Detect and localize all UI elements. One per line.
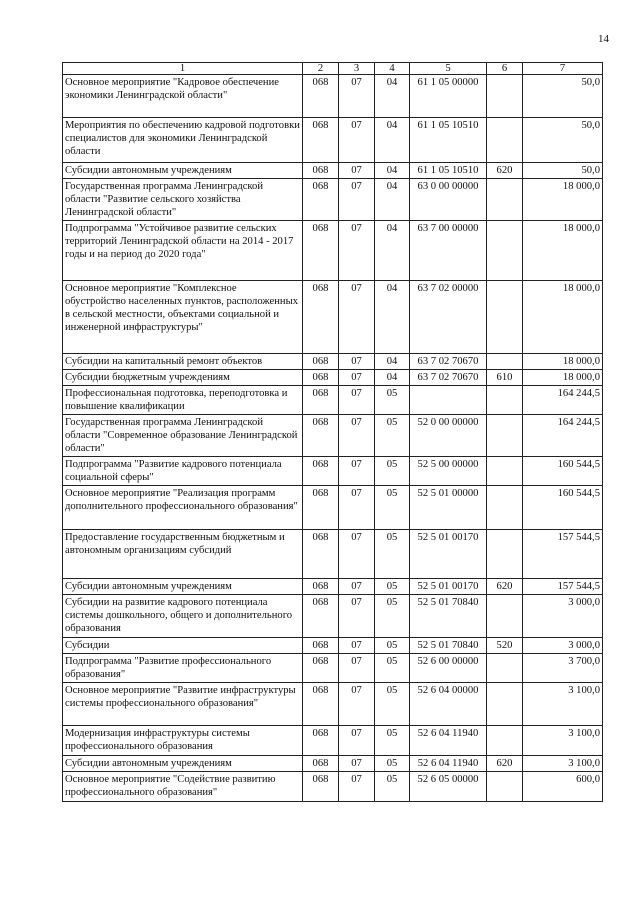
row-value-cell: 07: [339, 756, 375, 772]
table-row: [63, 726, 603, 756]
row-value-cell: 04: [375, 118, 410, 163]
row-value-cell: 63 7 02 00000: [410, 281, 487, 354]
header-cell: 4: [375, 63, 410, 75]
row-value-cell: 068: [303, 638, 339, 654]
row-value-cell: 068: [303, 683, 339, 726]
row-value-cell: 04: [375, 281, 410, 354]
row-value-cell: 3 100,0: [523, 756, 603, 772]
row-value-cell: 068: [303, 386, 339, 415]
row-value-cell: 07: [339, 281, 375, 354]
row-name-cell: Подпрограмма "Устойчивое развитие сельских территорий Ленинградской области на 2014 - 2017 годы и на период до 2020 года": [63, 221, 303, 281]
row-value-cell: 05: [375, 756, 410, 772]
row-value-cell: 520: [487, 638, 523, 654]
row-value-cell: 05: [375, 457, 410, 486]
row-value-cell: 05: [375, 595, 410, 638]
row-name-cell: Модернизация инфраструктуры системы профессионального образования: [63, 726, 303, 756]
row-value-cell: 07: [339, 683, 375, 726]
row-value-cell: 52 6 04 00000: [410, 683, 487, 726]
row-value-cell: 3 100,0: [523, 683, 603, 726]
row-name-cell: Основное мероприятие "Комплексное обустройство населенных пунктов, расположенных в сельской местности, объектами социальной и инженерной инфраструктуры": [63, 281, 303, 354]
row-value-cell: 07: [339, 654, 375, 683]
row-value-cell: 07: [339, 486, 375, 530]
row-name-cell: Субсидии на капитальный ремонт объектов: [63, 354, 303, 370]
row-value-cell: [487, 221, 523, 281]
table-row: [63, 772, 603, 802]
table-row: [63, 281, 603, 354]
row-value-cell: 52 6 00 00000: [410, 654, 487, 683]
row-value-cell: 04: [375, 221, 410, 281]
table-row: [63, 457, 603, 486]
table-row: [63, 756, 603, 772]
row-value-cell: 07: [339, 595, 375, 638]
row-value-cell: 52 5 01 00000: [410, 486, 487, 530]
row-name-cell: Государственная программа Ленинградской области "Современное образование Ленинградской области": [63, 415, 303, 457]
row-value-cell: 50,0: [523, 75, 603, 118]
row-value-cell: 50,0: [523, 118, 603, 163]
row-name-cell: Мероприятия по обеспечению кадровой подготовки специалистов для экономики Ленинградской области: [63, 118, 303, 163]
row-value-cell: 068: [303, 530, 339, 579]
row-value-cell: 18 000,0: [523, 281, 603, 354]
row-value-cell: [487, 415, 523, 457]
row-value-cell: 07: [339, 415, 375, 457]
row-value-cell: 3 000,0: [523, 638, 603, 654]
row-value-cell: 068: [303, 486, 339, 530]
row-value-cell: 52 5 01 00170: [410, 579, 487, 595]
row-value-cell: 05: [375, 386, 410, 415]
row-value-cell: 164 244,5: [523, 386, 603, 415]
row-value-cell: 07: [339, 118, 375, 163]
row-value-cell: 05: [375, 726, 410, 756]
row-value-cell: 068: [303, 457, 339, 486]
row-name-cell: Субсидии автономным учреждениям: [63, 163, 303, 179]
row-value-cell: 160 544,5: [523, 486, 603, 530]
table-row: [63, 595, 603, 638]
table-row: [63, 683, 603, 726]
row-value-cell: 068: [303, 579, 339, 595]
row-value-cell: 164 244,5: [523, 415, 603, 457]
row-value-cell: 068: [303, 354, 339, 370]
row-value-cell: 50,0: [523, 163, 603, 179]
row-value-cell: [487, 654, 523, 683]
row-value-cell: 52 5 01 70840: [410, 638, 487, 654]
row-value-cell: 05: [375, 772, 410, 802]
row-value-cell: 05: [375, 530, 410, 579]
row-value-cell: 52 6 05 00000: [410, 772, 487, 802]
row-value-cell: 05: [375, 579, 410, 595]
row-name-cell: Подпрограмма "Развитие профессионального образования": [63, 654, 303, 683]
row-value-cell: 04: [375, 163, 410, 179]
row-name-cell: Предоставление государственным бюджетным и автономным организациям субсидий: [63, 530, 303, 579]
row-value-cell: 61 1 05 10510: [410, 118, 487, 163]
row-value-cell: [410, 386, 487, 415]
row-value-cell: 068: [303, 595, 339, 638]
row-value-cell: 068: [303, 75, 339, 118]
row-name-cell: Основное мероприятие "Кадровое обеспечение экономики Ленинградской области": [63, 75, 303, 118]
row-value-cell: 18 000,0: [523, 179, 603, 221]
row-value-cell: 068: [303, 221, 339, 281]
row-name-cell: Субсидии: [63, 638, 303, 654]
row-value-cell: 3 700,0: [523, 654, 603, 683]
header-cell: 3: [339, 63, 375, 75]
row-value-cell: 07: [339, 370, 375, 386]
row-value-cell: 068: [303, 654, 339, 683]
header-cell: 5: [410, 63, 487, 75]
header-cell: 7: [523, 63, 603, 75]
row-value-cell: 3 000,0: [523, 595, 603, 638]
table-row: [63, 118, 603, 163]
row-value-cell: 52 5 01 70840: [410, 595, 487, 638]
row-value-cell: 52 0 00 00000: [410, 415, 487, 457]
table-row: [63, 638, 603, 654]
row-value-cell: 600,0: [523, 772, 603, 802]
row-value-cell: [487, 726, 523, 756]
row-value-cell: 18 000,0: [523, 354, 603, 370]
row-name-cell: Субсидии на развитие кадрового потенциала системы дошкольного, общего и дополнительного образования: [63, 595, 303, 638]
table-row: [63, 75, 603, 118]
row-value-cell: 63 7 02 70670: [410, 370, 487, 386]
row-value-cell: 05: [375, 415, 410, 457]
row-value-cell: 18 000,0: [523, 221, 603, 281]
row-name-cell: Подпрограмма "Развитие кадрового потенциала социальной сферы": [63, 457, 303, 486]
row-value-cell: 068: [303, 415, 339, 457]
row-value-cell: 3 100,0: [523, 726, 603, 756]
row-value-cell: 18 000,0: [523, 370, 603, 386]
table-row: [63, 486, 603, 530]
row-value-cell: 04: [375, 75, 410, 118]
row-value-cell: [487, 486, 523, 530]
header-cell: 2: [303, 63, 339, 75]
header-cell: 1: [63, 63, 303, 75]
row-value-cell: [487, 683, 523, 726]
row-value-cell: 620: [487, 163, 523, 179]
row-value-cell: 610: [487, 370, 523, 386]
row-value-cell: 05: [375, 638, 410, 654]
row-value-cell: 07: [339, 386, 375, 415]
row-value-cell: [487, 457, 523, 486]
row-value-cell: 068: [303, 163, 339, 179]
row-value-cell: 52 6 04 11940: [410, 726, 487, 756]
row-value-cell: 63 0 00 00000: [410, 179, 487, 221]
row-value-cell: 068: [303, 179, 339, 221]
row-name-cell: Субсидии автономным учреждениям: [63, 756, 303, 772]
row-value-cell: 068: [303, 726, 339, 756]
row-value-cell: 04: [375, 354, 410, 370]
row-value-cell: 07: [339, 75, 375, 118]
budget-table: [62, 62, 603, 802]
row-value-cell: 04: [375, 179, 410, 221]
row-value-cell: [487, 281, 523, 354]
table-row: [63, 530, 603, 579]
row-value-cell: 63 7 02 70670: [410, 354, 487, 370]
table-row: [63, 370, 603, 386]
row-value-cell: 05: [375, 486, 410, 530]
row-value-cell: 61 1 05 00000: [410, 75, 487, 118]
row-value-cell: 157 544,5: [523, 579, 603, 595]
row-value-cell: 05: [375, 683, 410, 726]
row-value-cell: 05: [375, 654, 410, 683]
row-value-cell: 068: [303, 118, 339, 163]
row-value-cell: [487, 354, 523, 370]
row-value-cell: 07: [339, 457, 375, 486]
table-row: [63, 354, 603, 370]
row-value-cell: [487, 118, 523, 163]
row-value-cell: 07: [339, 638, 375, 654]
row-name-cell: Субсидии автономным учреждениям: [63, 579, 303, 595]
row-value-cell: 61 1 05 10510: [410, 163, 487, 179]
row-value-cell: [487, 595, 523, 638]
header-row: [63, 63, 603, 75]
row-value-cell: 068: [303, 756, 339, 772]
row-name-cell: Субсидии бюджетным учреждениям: [63, 370, 303, 386]
row-value-cell: 07: [339, 179, 375, 221]
row-value-cell: 07: [339, 221, 375, 281]
row-value-cell: 52 5 01 00170: [410, 530, 487, 579]
row-name-cell: Профессиональная подготовка, переподготовка и повышение квалификации: [63, 386, 303, 415]
table-row: [63, 221, 603, 281]
row-name-cell: Государственная программа Ленинградской области "Развитие сельского хозяйства Ленинградской области": [63, 179, 303, 221]
row-value-cell: 07: [339, 579, 375, 595]
row-value-cell: 07: [339, 726, 375, 756]
row-name-cell: Основное мероприятие "Реализация программ дополнительного профессионального образования": [63, 486, 303, 530]
row-value-cell: [487, 530, 523, 579]
page-number: 14: [598, 33, 609, 45]
row-value-cell: [487, 772, 523, 802]
row-value-cell: 620: [487, 579, 523, 595]
row-value-cell: 07: [339, 163, 375, 179]
row-value-cell: 068: [303, 370, 339, 386]
table-row: [63, 579, 603, 595]
row-value-cell: 07: [339, 354, 375, 370]
row-name-cell: Основное мероприятие "Содействие развитию профессионального образования": [63, 772, 303, 802]
row-value-cell: 068: [303, 772, 339, 802]
row-value-cell: 07: [339, 530, 375, 579]
row-value-cell: 157 544,5: [523, 530, 603, 579]
table-row: [63, 386, 603, 415]
row-value-cell: [487, 179, 523, 221]
row-name-cell: Основное мероприятие "Развитие инфраструктуры системы профессионального образования": [63, 683, 303, 726]
row-value-cell: 52 5 00 00000: [410, 457, 487, 486]
row-value-cell: 63 7 00 00000: [410, 221, 487, 281]
row-value-cell: 068: [303, 281, 339, 354]
row-value-cell: [487, 386, 523, 415]
table-row: [63, 179, 603, 221]
row-value-cell: [487, 75, 523, 118]
table-row: [63, 415, 603, 457]
table-row: [63, 654, 603, 683]
row-value-cell: 04: [375, 370, 410, 386]
header-cell: 6: [487, 63, 523, 75]
row-value-cell: 160 544,5: [523, 457, 603, 486]
row-value-cell: 620: [487, 756, 523, 772]
row-value-cell: 07: [339, 772, 375, 802]
row-value-cell: 52 6 04 11940: [410, 756, 487, 772]
table-row: [63, 163, 603, 179]
